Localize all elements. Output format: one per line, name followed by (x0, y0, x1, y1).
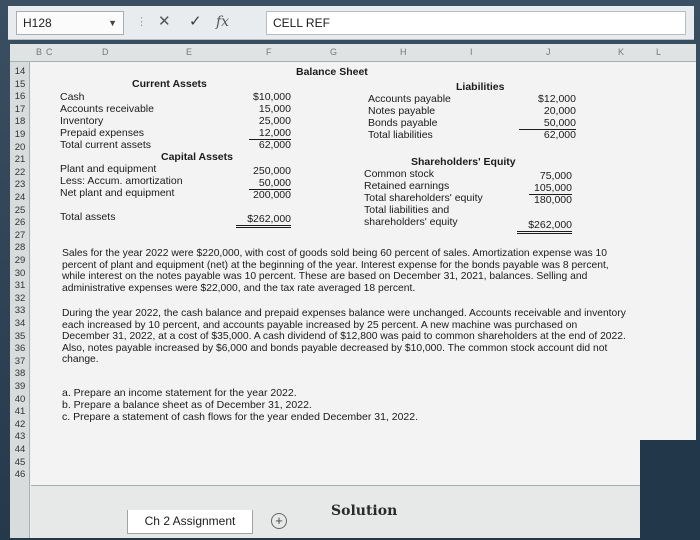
column-header[interactable]: C (46, 47, 53, 57)
asset-label: Prepaid expenses (60, 127, 145, 139)
column-headers (10, 44, 696, 62)
row-header[interactable]: 30 (14, 267, 26, 279)
asset-label: Accounts receivable (60, 103, 154, 115)
column-header[interactable]: K (618, 47, 625, 57)
row-header[interactable]: 27 (14, 229, 26, 241)
asset-value: 15,000 (258, 103, 291, 115)
row-header[interactable]: 38 (14, 368, 26, 380)
equity-value: 105,000 (529, 182, 572, 195)
formula-input[interactable] (266, 11, 686, 35)
liability-value: 62,000 (543, 129, 576, 141)
row-header[interactable]: 39 (14, 381, 26, 392)
name-box[interactable] (16, 11, 124, 35)
equity-value: 180,000 (534, 194, 572, 206)
task-a: a. Prepare an income statement for the year 2022. (62, 387, 297, 399)
total-liab-equity-label-2: shareholders' equity (364, 216, 458, 228)
row-header[interactable]: 26 (14, 217, 26, 229)
column-header[interactable]: J (546, 47, 551, 57)
row-header[interactable]: 29 (14, 255, 26, 266)
sheet-canvas[interactable] (31, 62, 696, 538)
row-header[interactable]: 28 (14, 242, 26, 254)
chevron-down-icon[interactable]: ▼ (108, 18, 117, 28)
name-box-value: H128 (23, 16, 52, 30)
balance-sheet-title: Balance Sheet (296, 66, 368, 78)
liability-label: Accounts payable (368, 93, 451, 105)
capital-value: 50,000 (249, 177, 291, 190)
liability-label: Bonds payable (368, 117, 438, 129)
equity-label: Total shareholders' equity (364, 192, 483, 204)
row-header[interactable]: 23 (14, 179, 26, 191)
total-liab-equity-value: $262,000 (517, 219, 572, 234)
formula-content: CELL REF (273, 16, 330, 30)
sheet-tab-bar (31, 485, 696, 538)
row-header[interactable]: 35 (14, 330, 26, 342)
capital-label: Net plant and equipment (60, 187, 175, 199)
capital-value: 200,000 (253, 189, 291, 201)
row-header[interactable]: 17 (14, 103, 26, 115)
capital-label: Plant and equipment (60, 163, 157, 175)
column-header[interactable]: D (102, 47, 109, 57)
row-header[interactable]: 22 (14, 166, 26, 178)
row-header[interactable]: 18 (14, 116, 26, 128)
equity-header: Shareholders' Equity (411, 156, 516, 168)
worksheet (10, 44, 696, 538)
total-liab-equity-label-1: Total liabilities and (364, 204, 450, 216)
asset-label: Cash (60, 91, 85, 103)
row-header[interactable]: 21 (14, 154, 26, 166)
liability-value: 50,000 (519, 117, 576, 130)
row-header[interactable]: 24 (14, 192, 26, 203)
liability-label: Total liabilities (368, 129, 433, 141)
current-assets-header: Current Assets (132, 78, 207, 90)
row-header[interactable]: 37 (14, 355, 26, 367)
column-header[interactable]: F (266, 47, 272, 57)
row-header[interactable]: 36 (14, 343, 26, 355)
row-header[interactable]: 43 (14, 431, 26, 443)
asset-value: $10,000 (253, 91, 291, 103)
problem-paragraph-1: Sales for the year 2022 were $220,000, with cost of goods sold being 60 percent of sales. Amortization expense was 10 percent of plant and equipment (net) at the beginning of the year. Interest expense for the bonds payable was 8 percent, while interest on the notes payable was 10 percent. These are based on December 31, 2021, balances. Selling and administrative expenses were $22,000, and the tax rate averaged 18 percent. (62, 248, 609, 294)
row-header[interactable]: 41 (14, 406, 26, 418)
capital-value: 250,000 (253, 165, 291, 177)
problem-paragraph-2: During the year 2022, the cash balance and prepaid expenses balance were unchanged. Accounts receivable and inventory each increased by 10 percent, and accounts payable increased by 25 percent. A new machine was purchased on December 31, 2022, at a cost of $35,000. A cash dividend of $12,800 was paid to common shareholders at the end of 2022. Also, notes payable increased by $6,000 and bonds payable decreased by $10,000. The common stock account did not change. (62, 308, 626, 366)
asset-value: 12,000 (249, 127, 291, 140)
solution-label: Solution (331, 503, 398, 519)
row-header[interactable]: 33 (14, 305, 26, 317)
row-header[interactable]: 20 (14, 141, 26, 153)
row-header[interactable]: 45 (14, 456, 26, 468)
asset-label: Total current assets (60, 139, 152, 151)
equity-value: 75,000 (539, 170, 572, 182)
column-header[interactable]: B (36, 47, 43, 57)
row-header[interactable]: 14 (14, 66, 26, 77)
liabilities-header: Liabilities (456, 81, 505, 93)
column-header[interactable]: H (400, 47, 407, 57)
background-edge (640, 440, 700, 540)
row-header[interactable]: 16 (14, 91, 26, 103)
asset-value: 25,000 (258, 115, 291, 127)
capital-assets-header: Capital Assets (161, 151, 233, 163)
row-header[interactable]: 32 (14, 292, 26, 304)
sheet-tab-ch2-assignment[interactable]: Ch 2 Assignment (127, 510, 253, 534)
row-header[interactable]: 40 (14, 393, 26, 405)
formula-bar (8, 6, 694, 40)
total-assets-value: $262,000 (236, 213, 291, 228)
liability-value: $12,000 (538, 93, 576, 105)
equity-label: Retained earnings (364, 180, 450, 192)
row-header[interactable]: 42 (14, 418, 26, 430)
row-header[interactable]: 31 (14, 280, 26, 292)
task-c: c. Prepare a statement of cash flows for the year ended December 31, 2022. (62, 411, 419, 423)
row-header[interactable]: 15 (14, 78, 26, 90)
enter-icon[interactable]: ✓ (189, 13, 202, 30)
column-header[interactable]: G (330, 47, 338, 57)
row-headers (10, 62, 30, 538)
column-header[interactable]: E (186, 47, 193, 57)
asset-value: 62,000 (258, 139, 291, 151)
equity-label: Common stock (364, 168, 435, 180)
row-header[interactable]: 46 (14, 469, 26, 481)
capital-label: Less: Accum. amortization (60, 175, 183, 187)
column-header[interactable]: L (656, 47, 662, 57)
column-header[interactable]: I (470, 47, 473, 57)
cancel-icon[interactable]: ✕ (158, 13, 171, 30)
row-header[interactable]: 44 (14, 444, 26, 455)
row-header[interactable]: 19 (14, 129, 26, 140)
insert-function-icon[interactable]: fx (216, 14, 230, 30)
row-header[interactable]: 25 (14, 204, 26, 216)
task-b: b. Prepare a balance sheet as of December 31, 2022. (62, 399, 312, 411)
row-header[interactable]: 34 (14, 318, 26, 329)
total-assets-label: Total assets (60, 211, 116, 223)
asset-label: Inventory (60, 115, 104, 127)
add-sheet-icon[interactable]: + (271, 513, 287, 529)
liability-label: Notes payable (368, 105, 436, 117)
separator-icon: ⋮ (136, 16, 147, 28)
liability-value: 20,000 (543, 105, 576, 117)
